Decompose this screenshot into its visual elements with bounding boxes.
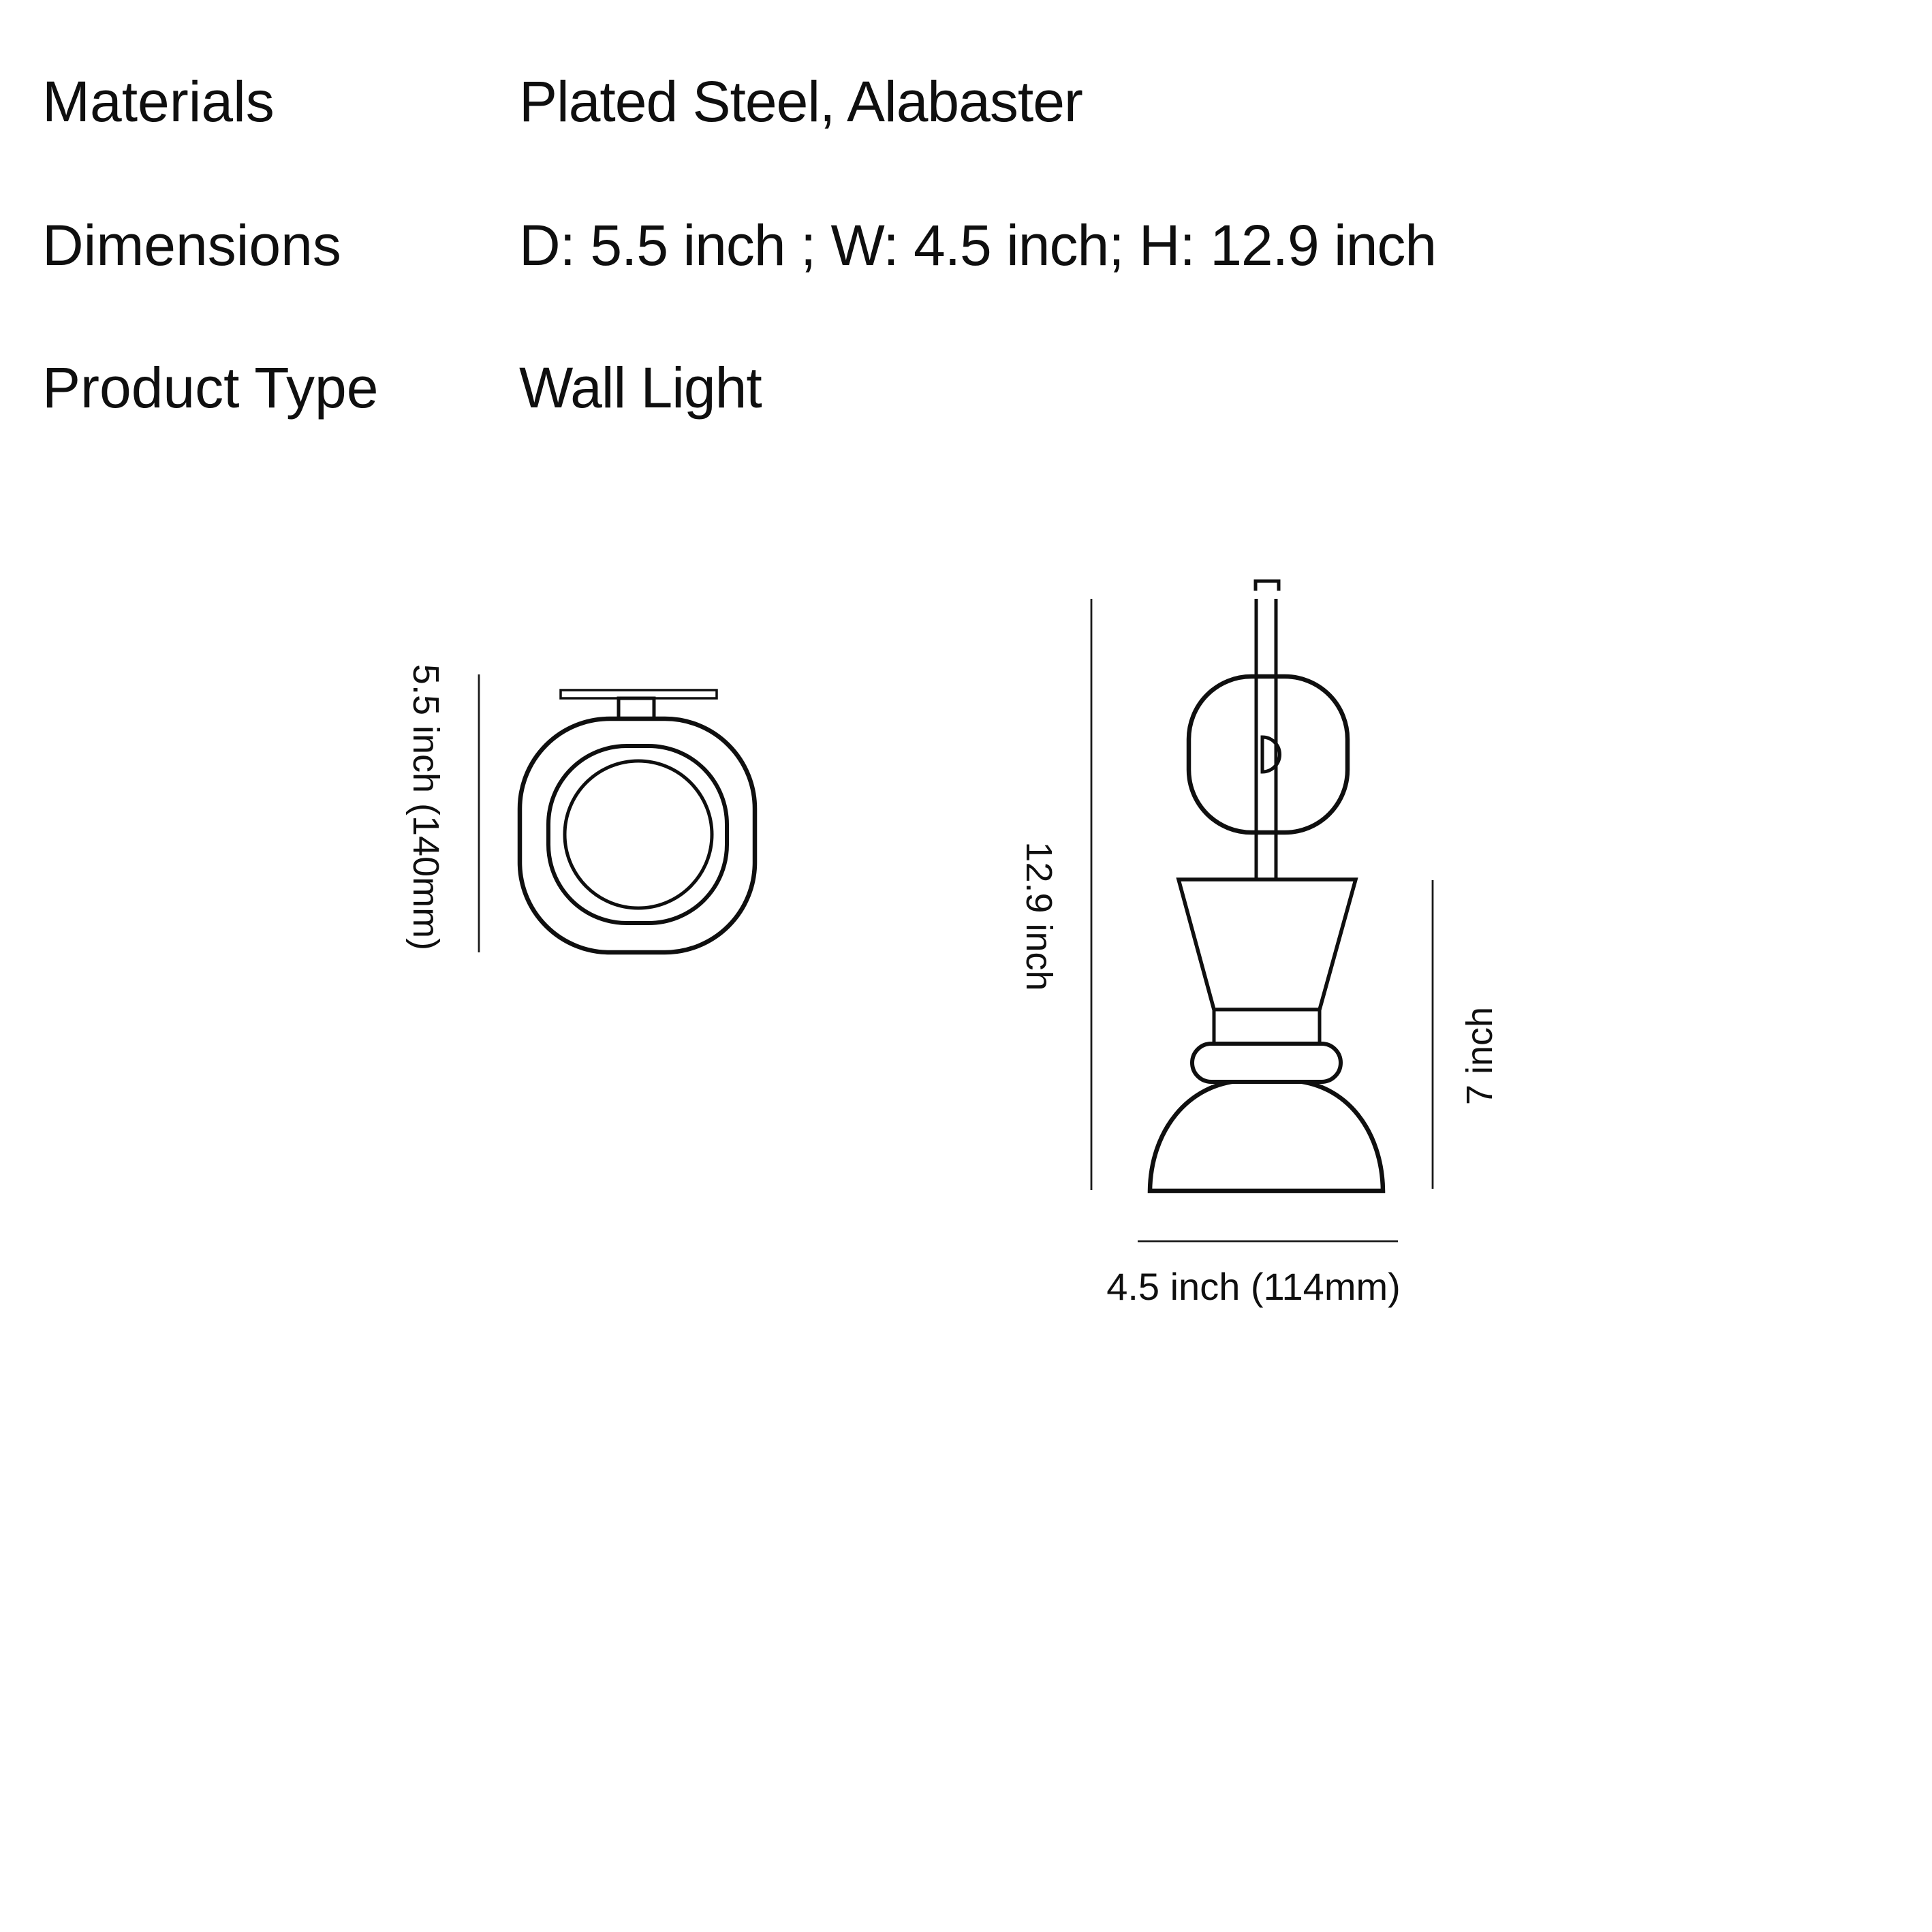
materials-label: Materials [42,69,275,134]
dimensions-value: D: 5.5 inch ; W: 4.5 inch; H: 12.9 inch [519,213,1437,277]
dome-shade [1150,1080,1383,1191]
cone-body [1179,879,1356,1010]
product-type-value: Wall Light [519,356,762,420]
front-view-drawing [1018,581,1500,1308]
top-view-depth-dimension-label: 5.5 inch (140mm) [405,664,446,951]
collar-ring [1192,1044,1341,1082]
shade-outer-ring [520,719,755,952]
top-view-drawing [405,664,755,952]
materials-value: Plated Steel, Alabaster [519,69,1082,134]
product-type-label: Product Type [42,356,379,420]
dimensions-label: Dimensions [42,213,341,277]
neck [1214,1010,1320,1045]
front-view-height-dimension-label: 12.9 inch [1018,841,1059,991]
alabaster-ball [1189,676,1347,832]
shade-height-dimension-label: 7 inch [1459,1006,1500,1106]
width-dimension-label: 4.5 inch (114mm) [1106,1265,1401,1308]
mount-bracket [1256,581,1279,591]
